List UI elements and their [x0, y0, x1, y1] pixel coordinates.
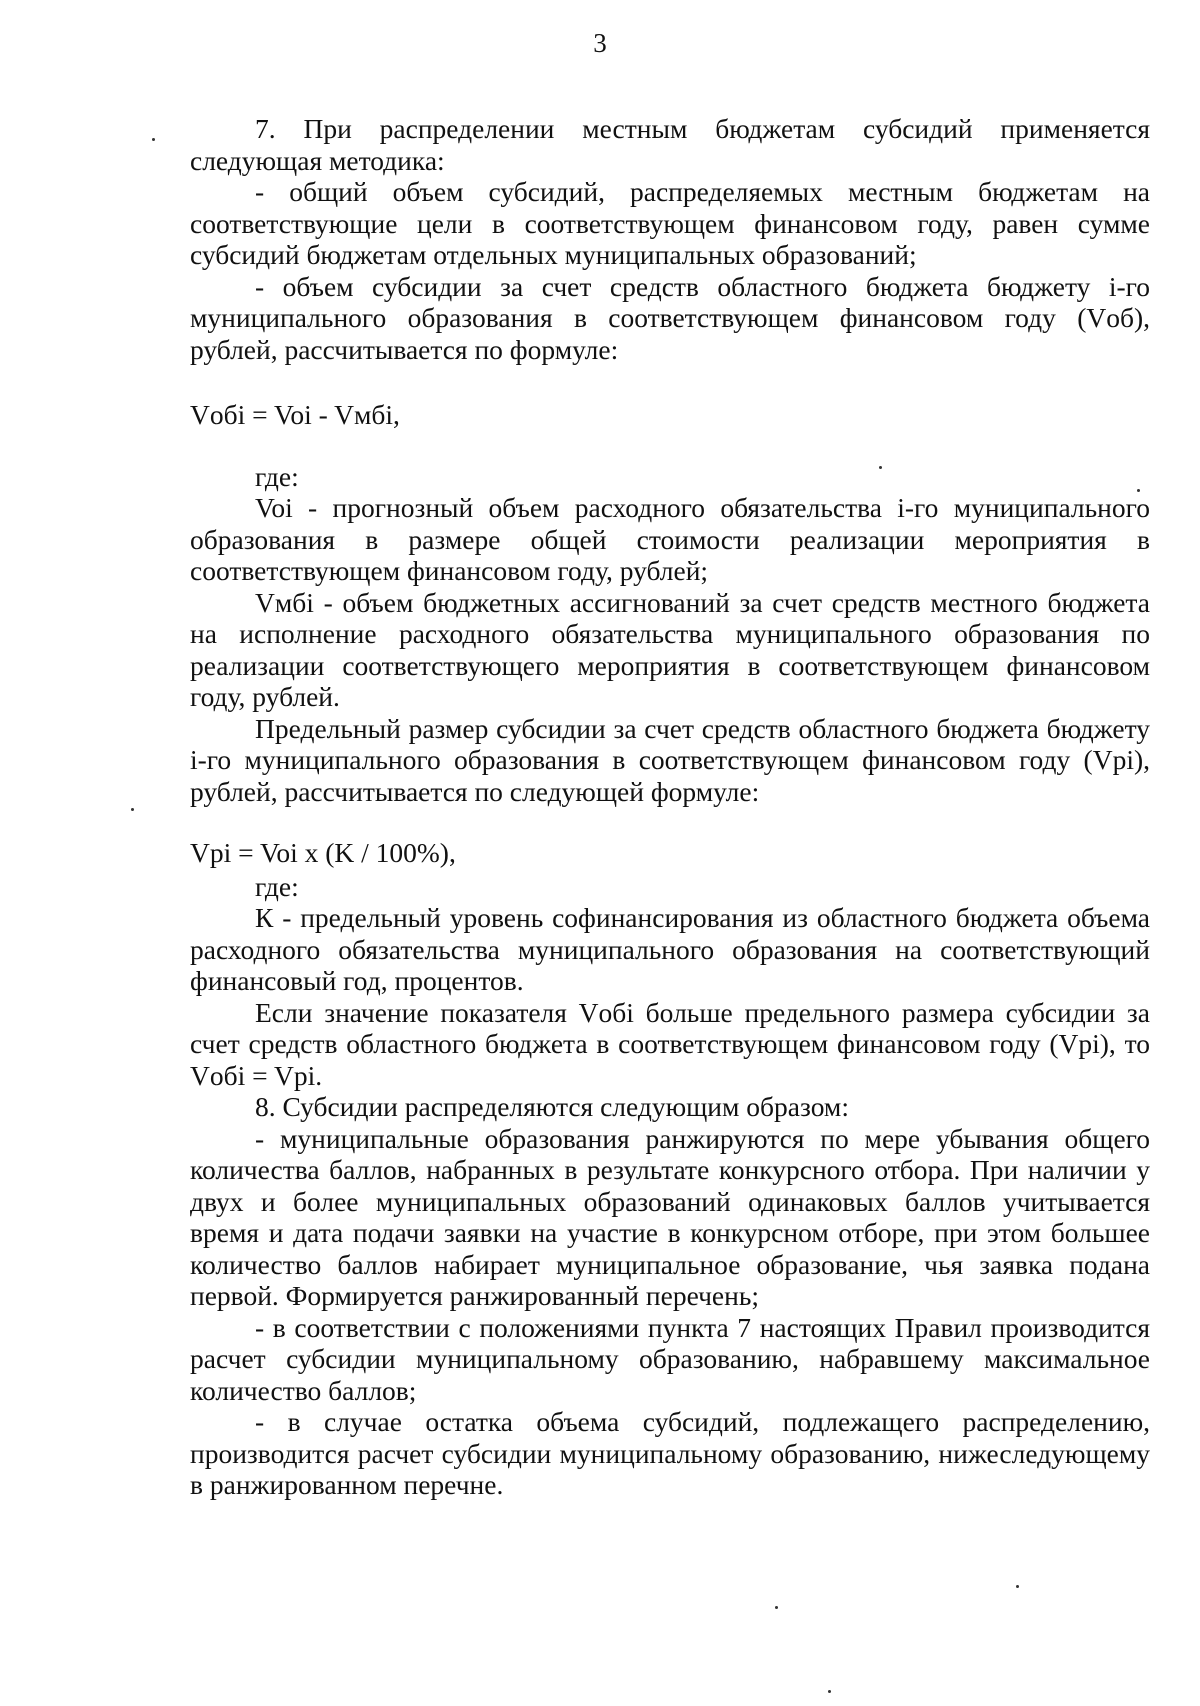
paragraph-8-ranking: - муниципальные образования ранжируются по мере убывания общего количества баллов, набранных в результате конкурсного отбора. При наличии у двух и более муниципальных образований одинаковых баллов учитывается время и дата подачи заявки на участие в конкурсном отборе, при этом большее количество баллов набирает муниципальное образование, чья заявка подана первой. Формируется ранжированный перечень;	[190, 1122, 1150, 1311]
scan-speck	[775, 1606, 778, 1609]
scan-speck	[828, 1690, 831, 1693]
paragraph-7-subsidy-volume: - объем субсидии за счет средств областного бюджета бюджету i-го муниципального образования в соответствующем финансовом году (Vоб), рублей, рассчитывается по формуле:	[190, 270, 1150, 365]
scan-speck	[879, 466, 882, 469]
scan-speck	[152, 138, 155, 141]
where-label-1: где:	[255, 460, 299, 492]
scan-speck	[1137, 489, 1140, 492]
limit-size-intro: Предельный размер субсидии за счет средств областного бюджета бюджету i-го муниципального образования в соответствующем финансовом году (Vpi), рублей, рассчитывается по следующей формуле:	[190, 712, 1150, 807]
formula-vpi: Vpi = Voi x (K / 100%),	[190, 837, 456, 868]
scan-speck	[131, 808, 134, 811]
document-body	[190, 113, 1150, 1501]
paragraph-7-intro: 7. При распределении местным бюджетам субсидий применяется следующая методика:	[190, 113, 1150, 176]
paragraph-8-remainder: - в случае остатка объема субсидий, подлежащего распределению, производится расчет субсидии муниципальному образованию, нижеследующему в ранжированном перечне.	[190, 1406, 1150, 1500]
definition-voi: Voi - прогнозный объем расходного обязательства i-го муниципального образования в размере общей стоимости реализации мероприятия в соответствующем финансовом году, рублей;	[190, 492, 1150, 586]
paragraph-8-calculation: - в соответствии с положениями пункта 7 настоящих Правил производится расчет субсидии муниципальному образованию, набравшему максимальное количество баллов;	[190, 1311, 1150, 1406]
definition-vmbi: Vмбi - объем бюджетных ассигнований за счет средств местного бюджета на исполнение расходного обязательства муниципального образования по реализации соответствующего мероприятия в соответствующем финансовом году, рублей.	[190, 586, 1150, 712]
definition-k: К - предельный уровень софинансирования из областного бюджета объема расходного обязательства муниципального образования на соответствующий финансовый год, процентов.	[190, 902, 1150, 996]
page-number: 3	[593, 28, 607, 58]
scan-speck	[1016, 1585, 1019, 1588]
paragraph-7-total-volume: - общий объем субсидий, распределяемых местным бюджетам на соответствующие цели в соответствующем финансовом году, равен сумме субсидий бюджетам отдельных муниципальных образований;	[190, 176, 1150, 270]
if-exceeds-rule: Если значение показателя Vобi больше предельного размера субсидии за счет средств областного бюджета в соответствующем финансовом году (Vpi), то Vобi = Vpi.	[190, 996, 1150, 1091]
where-label-2: где:	[255, 870, 299, 902]
formula-vobi: Vобi = Voi - Vмбi,	[190, 399, 400, 430]
paragraph-8-intro: 8. Субсидии распределяются следующим образом:	[255, 1091, 849, 1122]
